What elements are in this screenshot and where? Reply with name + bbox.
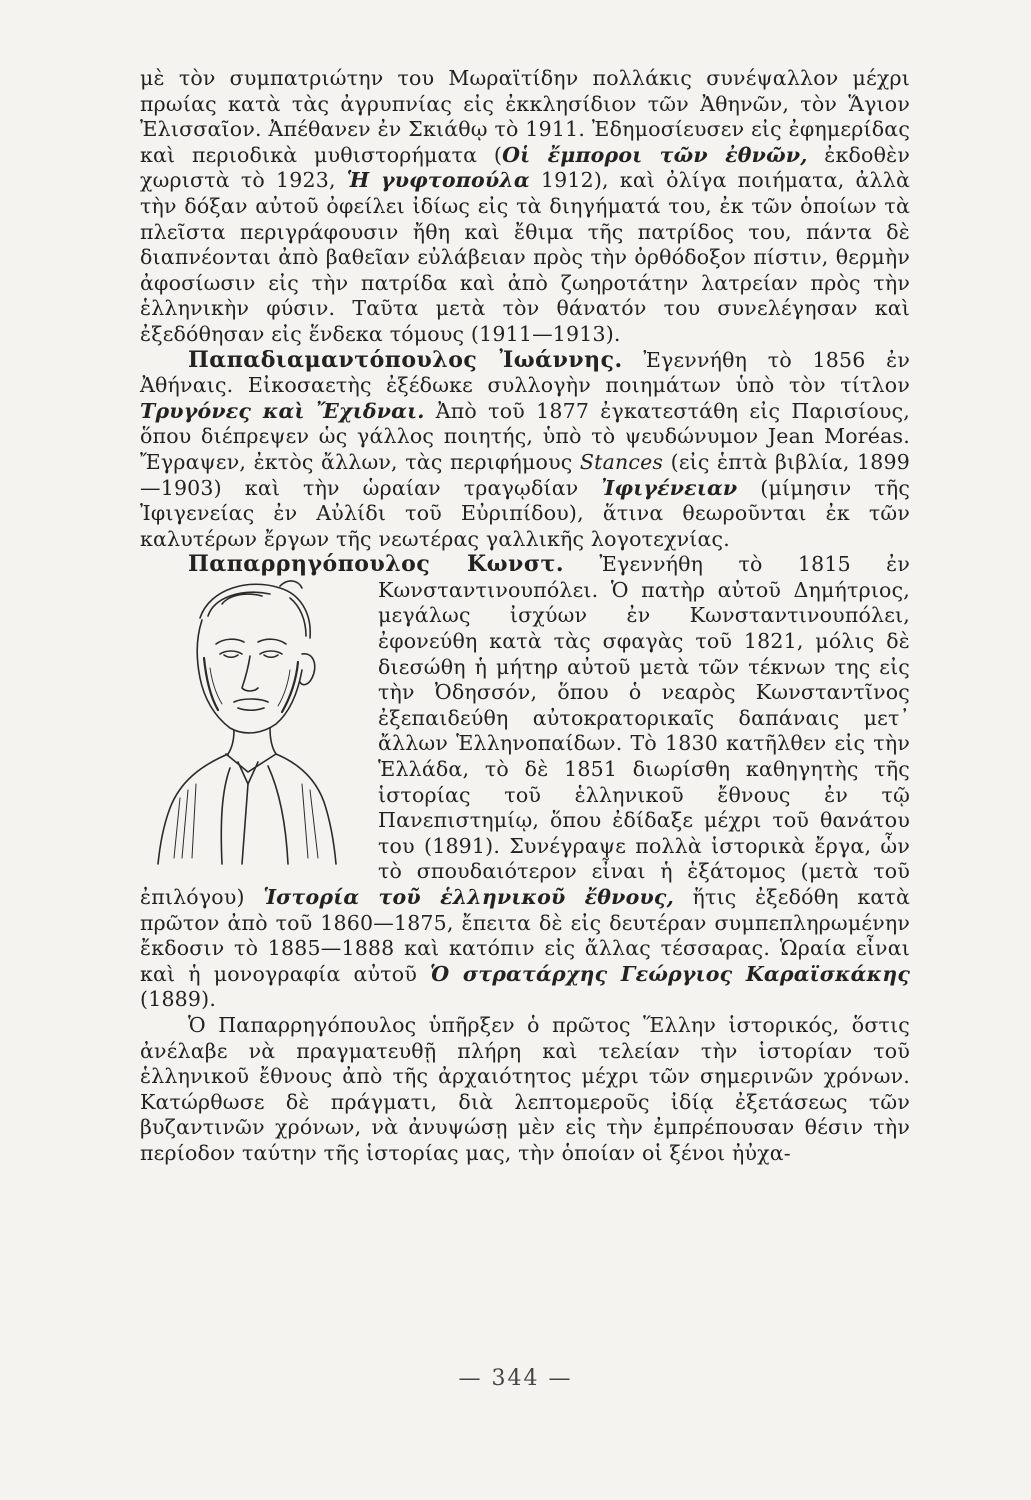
- p3-text-b: ἥτις ἐξεδόθη κατὰ πρῶτον ἀπὸ τοῦ 1860—1875, ἔπειτα δὲ εἰς δευτέραν συμπεπληρωμένην ἔκδοσιν τὸ 1885—1888 καὶ κατόπιν εἰς ἄλλας τέσσαρας. Ὡραία εἶναι καὶ ἡ μονογραφία αὐτοῦ: [140, 885, 910, 986]
- p2-text-a: Ἐγεννήθη τὸ 1856 ἐν Ἀθήναις. Εἰκοσαετὴς ἐξέδωκε συλλογὴν ποιημάτων ὑπὸ τὸν τίτλον: [140, 347, 910, 398]
- work-title: Τρυγόνες καὶ Ἔχιδναι.: [140, 398, 425, 423]
- work-title: Ὁ στρατάρχης Γεώργιος Καραϊσκάκης: [429, 961, 910, 986]
- body-text: [140, 66, 910, 1167]
- page-number: — 344 —: [458, 1366, 573, 1391]
- paragraph-paparrigopoulos: [140, 552, 910, 1013]
- entry-heading: Παπαδιαμαντόπουλος Ἰωάννης.: [188, 346, 623, 373]
- paragraph-4: Ὁ Παπαρρηγόπουλος ὑπῆρξεν ὁ πρῶτος Ἕλλην ἱστορικός, ὅστις ἀνέλαβε νὰ πραγματευθῇ πλήρη καὶ τελείαν τὴν ἱστορίαν τοῦ ἑλληνικοῦ ἔθνους ἀπὸ τῆς ἀρχαιότητος μέχρι τῶν σημερινῶν χρόνων. Κατώρθωσε δὲ πράγματι, διὰ λεπτομεροῦς ἰδίᾳ ἐξετάσεως τῶν βυζαντινῶν χρόνων, νὰ ἀνυψώσῃ μὲν εἰς τὴν ἐμπρέπουσαν θέσιν τὴν περίοδον ταύτην τῆς ἱστορίας μας, τὴν ὁποίαν οἱ ξένοι ἠὐχα-: [140, 1012, 910, 1165]
- p1-mid: ἐκδοθὲν χωριστὰ τὸ 1923,: [140, 142, 910, 193]
- work-title: Οἱ ἔμποροι τῶν ἐθνῶν,: [502, 142, 808, 167]
- entry-heading: Παπαρρηγόπουλος Κωνστ.: [188, 551, 565, 578]
- paragraph-1: [140, 66, 910, 348]
- p1-text: μὲ τὸν συμπατριώτην του Μωραϊτίδην πολλάκις συνέψαλλον μέχρι πρωίας κατὰ τὰς ἀγρυπνίας εἰς ἐκκλησίδιον τῶν Ἀθηνῶν, τὸν Ἅγιον Ἐλισσαῖον. Ἀπέθανεν ἐν Σκιάθῳ τὸ 1911. Ἐδημοσίευσεν εἰς ἐφημερίδας καὶ περιοδικὰ μυθιστορήματα (: [140, 66, 910, 167]
- p2-text-b: Ἀπὸ τοῦ 1877 ἐγκατεστάθη εἰς Παρισίους, ὅπου διέπρεψεν ὡς γάλλος ποιητής, ὑπὸ τὸ ψευδώνυμον Jean Moréas. Ἔγραψεν, ἐκτὸς ἄλλων, τὰς περιφήμους: [140, 398, 910, 474]
- work-title: Ἰφιγένειαν: [601, 475, 738, 500]
- p3-text-c: (1889).: [140, 987, 217, 1012]
- p3-text-a: Ἐγεννήθη τὸ 1815 ἐν Κωνσταντινουπόλει. Ὁ πατὴρ αὐτοῦ Δημήτριος, μεγάλως ἰσχύων ἐν Κωνσταντινουπόλει, ἐφονεύθη κατὰ τὰς σφαγὰς τοῦ 1821, μόλις δὲ διεσώθη ἡ μήτηρ αὐτοῦ μετὰ τῶν τέκνων της εἰς τὴν Ὀδησσόν, ὅπου ὁ νεαρὸς Κωνσταντῖνος ἐξεπαιδεύθη αὐτοκρατορικαῖς δαπάναις μετ᾿ ἄλλων Ἑλληνοπαίδων. Τὸ 1830 κατῆλθεν εἰς τὴν Ἑλλάδα, τὸ δὲ 1851 διωρίσθη καθηγητὴς τῆς ἱστορίας τοῦ ἑλληνικοῦ ἔθνους ἐν τῷ Πανεπιστημίῳ, ὅπου ἐδίδαξε μέχρι τοῦ θανάτου του (1891). Συνέγραψε πολλὰ ἱστορικὰ ἔργα, ὧν τὸ σπουδαιότερον εἶναι ἡ ἑξάτομος (μετὰ τοῦ ἐπιλόγου): [140, 552, 911, 909]
- work-title: Ἡ γυφτοπούλα: [346, 168, 530, 193]
- paragraph-papadiamantopoulos: [140, 348, 910, 553]
- p2-text-c: (εἰς ἑπτὰ βιβλία, 1899—1903) καὶ τὴν ὡραίαν τραγῳδίαν: [140, 449, 910, 500]
- portrait-engraving: [130, 558, 366, 868]
- work-title: Stances: [579, 449, 664, 474]
- work-title: Ἱστορία τοῦ ἑλληνικοῦ ἔθνους,: [263, 885, 674, 909]
- p2-text-d: (μίμησιν τῆς Ἰφιγενείας ἐν Αὐλίδι τοῦ Εὐριπίδου), ἅτινα θεωροῦνται ἐκ τῶν καλυτέρων ἔργων τῆς νεωτέρας γαλλικῆς λογοτεχνίας.: [140, 475, 910, 551]
- p1-rest: 1912), καὶ ὀλίγα ποιήματα, ἀλλὰ τὴν δόξαν αὐτοῦ ὀφείλει ἰδίως εἰς τὰ διηγήματά του, ἐκ τῶν ὁποίων τὰ πλεῖστα περιγράφουσιν ἤθη καὶ ἔθιμα τῆς πατρίδος του, πάντα δὲ διαπνέονται ἀπὸ βαθεῖαν εὐλάβειαν πρὸς τὴν ὀρθόδοξον πίστιν, θερμὴν ἀφοσίωσιν εἰς τὴν πατρίδα καὶ ἀπὸ ζωηροτάτην λατρείαν πρὸς τὴν ἑλληνικὴν φύσιν. Ταῦτα μετὰ τὸν θάνατόν του συνελέγησαν καὶ ἐξεδόθησαν εἰς ἕνδεκα τόμους (1911—1913).: [140, 168, 910, 346]
